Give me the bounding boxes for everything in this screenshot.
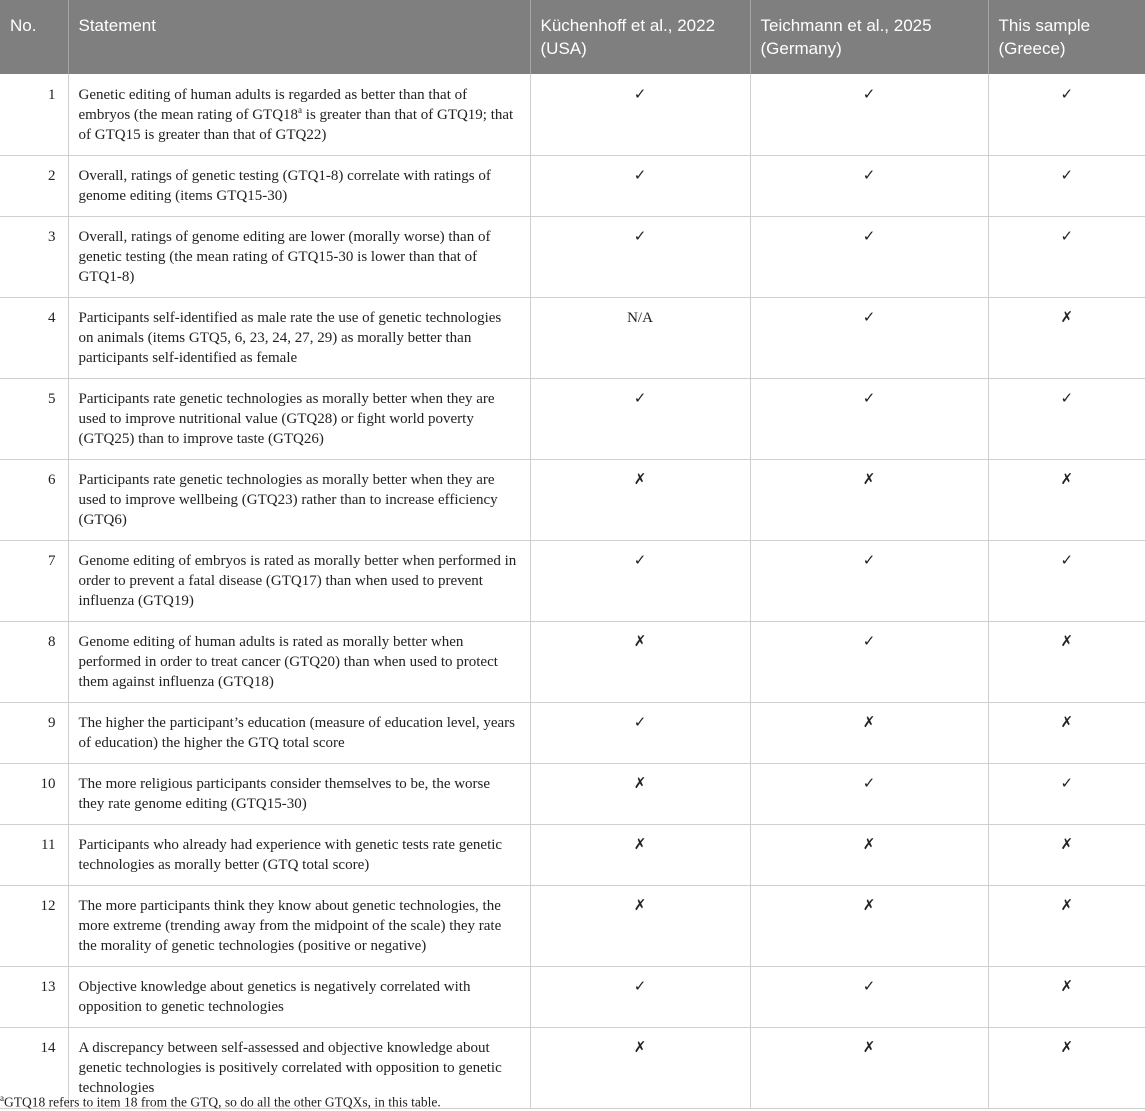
greece-result: ✗ (988, 886, 1145, 967)
table-row (0, 298, 1145, 379)
table-row (0, 764, 1145, 825)
table-row (0, 379, 1145, 460)
table-row (0, 622, 1145, 703)
germany-result: ✗ (750, 886, 988, 967)
row-number: 12 (0, 886, 68, 967)
greece-result: ✓ (988, 379, 1145, 460)
row-number: 11 (0, 825, 68, 886)
greece-result: ✗ (988, 703, 1145, 764)
germany-result: ✓ (750, 622, 988, 703)
statement-cell: The more participants think they know about genetic technologies, the more extreme (trending away from the midpoint of the scale) they rate the morality of genetic technologies (positive or negative) (68, 886, 530, 967)
greece-result: ✗ (988, 967, 1145, 1028)
greece-result: ✓ (988, 764, 1145, 825)
greece-result: ✓ (988, 74, 1145, 156)
statement-cell: Overall, ratings of genetic testing (GTQ1-8) correlate with ratings of genome editing (items GTQ15-30) (68, 156, 530, 217)
statement-cell: Genome editing of embryos is rated as morally better when performed in order to prevent a fatal disease (GTQ17) than when used to prevent influenza (GTQ19) (68, 541, 530, 622)
row-number: 8 (0, 622, 68, 703)
statement-cell: Participants who already had experience with genetic tests rate genetic technologies as morally better (GTQ total score) (68, 825, 530, 886)
statement-cell: Overall, ratings of genome editing are lower (morally worse) than of genetic testing (the mean rating of GTQ15-30 is lower than that of GTQ1-8) (68, 217, 530, 298)
usa-result: ✓ (530, 541, 750, 622)
statement-cell: Genome editing of human adults is rated as morally better when performed in order to treat cancer (GTQ20) than when used to protect them against influenza (GTQ18) (68, 622, 530, 703)
row-number: 3 (0, 217, 68, 298)
usa-result: ✓ (530, 156, 750, 217)
table-row (0, 460, 1145, 541)
germany-result: ✗ (750, 703, 988, 764)
germany-result: ✓ (750, 541, 988, 622)
germany-result: ✗ (750, 460, 988, 541)
row-number: 14 (0, 1028, 68, 1109)
table-row (0, 156, 1145, 217)
statement-cell: Participants self-identified as male rate the use of genetic technologies on animals (items GTQ5, 6, 23, 24, 27, 29) as morally better than participants self-identified as female (68, 298, 530, 379)
statement-text-continued: is greater than that of GTQ19; that of GTQ15 is greater than that of GTQ22) (78, 107, 514, 143)
row-number: 10 (0, 764, 68, 825)
greece-result: ✓ (988, 156, 1145, 217)
usa-result: ✗ (530, 886, 750, 967)
germany-result: ✓ (750, 764, 988, 825)
usa-result: ✗ (530, 460, 750, 541)
statement-cell: A discrepancy between self-assessed and objective knowledge about genetic technologies is positively correlated with opposition to genetic technologies (68, 1028, 530, 1109)
row-number: 1 (0, 74, 68, 156)
table-row (0, 541, 1145, 622)
usa-result: N/A (530, 298, 750, 379)
table-row (0, 217, 1145, 298)
germany-result: ✓ (750, 379, 988, 460)
germany-result: ✗ (750, 1028, 988, 1109)
header-no: No. (0, 0, 68, 74)
usa-result: ✗ (530, 825, 750, 886)
greece-result: ✗ (988, 298, 1145, 379)
header-row (0, 0, 1145, 74)
row-number: 2 (0, 156, 68, 217)
table-row (0, 825, 1145, 886)
table-row (0, 886, 1145, 967)
header-this-sample-greece: This sample (Greece) (988, 0, 1145, 74)
germany-result: ✓ (750, 156, 988, 217)
table-footnote (0, 1093, 441, 1111)
header-kuchenhoff-usa: Küchenhoff et al., 2022 (USA) (530, 0, 750, 74)
statement-cell (68, 74, 530, 156)
row-number: 5 (0, 379, 68, 460)
germany-result: ✓ (750, 74, 988, 156)
germany-result: ✓ (750, 298, 988, 379)
table-row (0, 74, 1145, 156)
statement-cell: Participants rate genetic technologies as morally better when they are used to improve wellbeing (GTQ23) rather than to increase efficiency (GTQ6) (68, 460, 530, 541)
statement-cell: The more religious participants consider themselves to be, the worse they rate genome editing (GTQ15-30) (68, 764, 530, 825)
row-number: 7 (0, 541, 68, 622)
greece-result: ✓ (988, 217, 1145, 298)
header-statement: Statement (68, 0, 530, 74)
greece-result: ✗ (988, 825, 1145, 886)
greece-result: ✓ (988, 541, 1145, 622)
statement-cell: Participants rate genetic technologies as morally better when they are used to improve nutritional value (GTQ28) or fight world poverty (GTQ25) than to improve taste (GTQ26) (68, 379, 530, 460)
statement-cell: Objective knowledge about genetics is negatively correlated with opposition to genetic technologies (68, 967, 530, 1028)
usa-result: ✗ (530, 622, 750, 703)
row-number: 6 (0, 460, 68, 541)
greece-result: ✗ (988, 460, 1145, 541)
footnote-marker: a (298, 105, 303, 115)
germany-result: ✓ (750, 967, 988, 1028)
statement-cell: The higher the participant’s education (measure of education level, years of education) the higher the GTQ total score (68, 703, 530, 764)
row-number: 4 (0, 298, 68, 379)
table-row (0, 703, 1145, 764)
usa-result: ✓ (530, 967, 750, 1028)
footnote-marker: a (0, 1093, 4, 1103)
row-number: 13 (0, 967, 68, 1028)
germany-result: ✓ (750, 217, 988, 298)
footnote-text: GTQ18 refers to item 18 from the GTQ, so do all the other GTQXs, in this table. (4, 1094, 441, 1110)
usa-result: ✓ (530, 217, 750, 298)
usa-result: ✗ (530, 1028, 750, 1109)
germany-result: ✗ (750, 825, 988, 886)
row-number: 9 (0, 703, 68, 764)
header-teichmann-germany: Teichmann et al., 2025 (Germany) (750, 0, 988, 74)
usa-result: ✓ (530, 379, 750, 460)
greece-result: ✗ (988, 1028, 1145, 1109)
usa-result: ✓ (530, 703, 750, 764)
usa-result: ✗ (530, 764, 750, 825)
usa-result: ✓ (530, 74, 750, 156)
table-row (0, 967, 1145, 1028)
greece-result: ✗ (988, 622, 1145, 703)
statement-text: Genetic editing of human adults is regarded as better than that of embryos (the mean rating of GTQ18 (78, 87, 468, 123)
